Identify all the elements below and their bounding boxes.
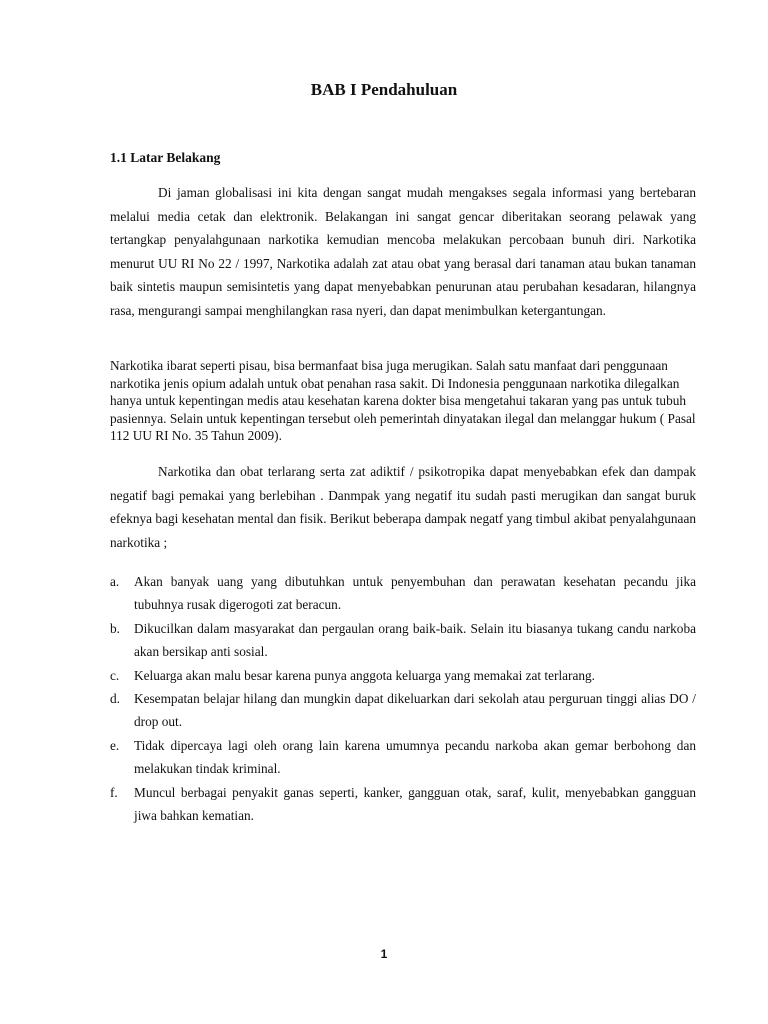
page-number: 1 (380, 947, 388, 961)
list-item (110, 664, 696, 687)
list-item (110, 781, 696, 828)
list-item-text: Tidak dipercaya lagi oleh orang lain karena umumnya pecandu narkoba akan gemar berbohong dan melakukan tindak kriminal. (134, 737, 696, 777)
list-item-text: Muncul berbagai penyakit ganas seperti, kanker, gangguan otak, saraf, kulit, menyebabkan gangguan jiwa bahkan kematian. (134, 784, 696, 824)
list-marker: e. (110, 737, 120, 753)
list-marker: f. (110, 784, 118, 800)
list-item (110, 687, 696, 734)
list-item (110, 734, 696, 781)
list-item-text: Kesempatan belajar hilang dan mungkin dapat dikeluarkan dari sekolah atau perguruan tinggi alias DO / drop out. (134, 691, 696, 730)
list-marker: c. (110, 667, 120, 683)
list-marker: b. (110, 620, 120, 636)
section-heading: 1.1 Latar Belakang (110, 150, 221, 165)
dampak-list (110, 570, 696, 827)
list-item-text: Keluarga akan malu besar karena punya anggota keluarga yang memakai zat terlarang. (134, 667, 595, 683)
list-item (110, 617, 696, 664)
paragraph-narkotika-pisau: Narkotika ibarat seperti pisau, bisa bermanfaat bisa juga merugikan. Salah satu manfaat dari penggunaan narkotika jenis opium adalah untuk obat penahan rasa sakit. Di Indonesia penggunaan narkotika dilegalkan hanya untuk kepentingan medis atau kesehatan karena dokter bisa mengetahui takaran yang pas untuk tubuh pasiennya. Selain untuk kepentingan tersebut oleh pemerintah dinyatakan ilegal dan melanggar hukum ( Pasal 112 UU RI No. 35 Tahun 2009). (110, 358, 696, 444)
list-marker: a. (110, 574, 120, 589)
page-title: BAB I Pendahuluan (310, 80, 458, 99)
paragraph-intro: Di jaman globalisasi ini kita dengan sangat mudah mengakses segala informasi yang bertebaran melalui media cetak dan elektronik. Belakangan ini sangat gencar diberitakan seorang pelawak yang tertangkap penyalahgunaan narkotika kemudian mencoba melakukan percobaan bunuh diri. Narkotika menurut UU RI No 22 / 1997, Narkotika adalah zat atau obat yang berasal dari tanaman atau bukan tanaman baik sintetis maupun semisintetis yang dapat menyebabkan penurunan atau perubahan kesadaran, hilangnya rasa, mengurangi sampai menghilangkan rasa nyeri, dan dapat menimbulkan ketergantungan. (110, 185, 696, 318)
paragraph-dampak: Narkotika dan obat terlarang serta zat adiktif / psikotropika dapat menyebabkan efek dan dampak negatif bagi pemakai yang berlebihan . Danmpak yang negatif itu sudah pasti merugikan dan sangat buruk efeknya bagi kesehatan mental dan fisik. Berikut beberapa dampak negatf yang timbul akibat penyalahgunaan narkotika ; (110, 464, 696, 550)
list-item-text: Dikucilkan dalam masyarakat dan pergaulan orang baik-baik. Selain itu biasanya tukang candu narkoba akan bersikap anti sosial. (134, 620, 696, 660)
list-item-text: Akan banyak uang yang dibutuhkan untuk penyembuhan dan perawatan kesehatan pecandu jika tubuhnya rusak digerogoti zat beracun. (134, 574, 696, 613)
list-marker: d. (110, 691, 120, 707)
list-item (110, 570, 696, 617)
